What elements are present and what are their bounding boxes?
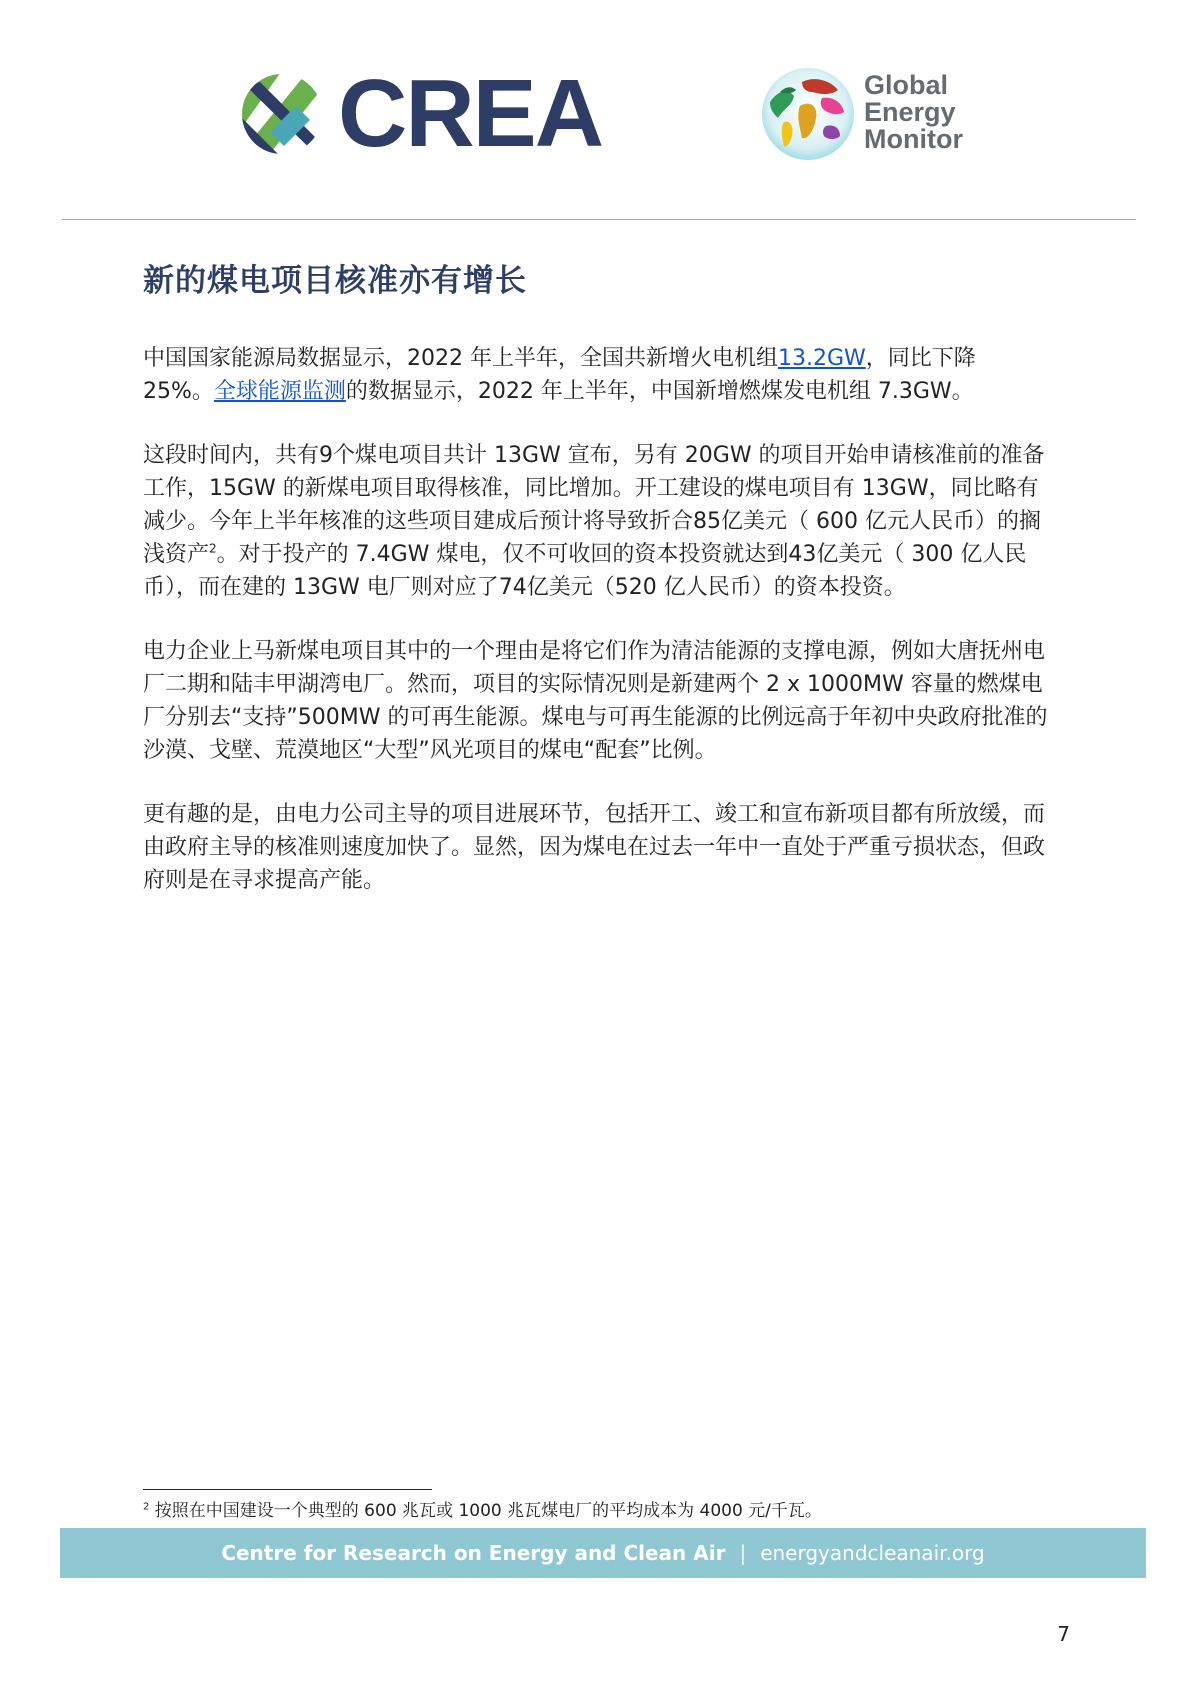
paragraph: 电力企业上马新煤电项目其中的一个理由是将它们作为清洁能源的支撑电源，例如大唐抚州电厂二期和陆丰甲湖湾电厂。然而，项目的实际情况则是新建两个 2 x 1000MW 容量的燃煤电厂分别去“支持”500MW 的可再生能源。煤电与可再生能源的比例远高于年初中央政府批准的沙漠、戈壁、荒漠地区“大型”风光项目的煤电“配套”比例。 [143,639,1048,763]
paragraph-text: ，同比下降 25%。 [143,346,976,404]
paragraph-text: 的数据显示，2022 年上半年，中国新增燃煤发电机组 7.3GW。 [345,379,974,404]
paragraph-text: 这段时间内，共有9个煤电项目共计 13GW 宣布，另有 20GW 的项目开始申请核准前的准备工作，15GW 的新煤电项目取得核准，同比增加。开工建设的煤电项目有 13GW，同比略有减少。今年上半年核准的这些项目建成后预计将导致折合85亿美元（ 600 亿元人民币）的搁浅资产 [143,443,1045,567]
paragraph-text: 。对于投产的 7.4GW 煤电，仅不可收回的资本投资就达到43亿美元（ 300 亿人民币），而在建的 13GW 电厂则对应了74亿美元（520 亿人民币）的资本投资。 [143,542,1027,600]
paragraph-text: 中国国家能源局数据显示，2022 年上半年，全国共新增火电机组 [143,346,778,371]
gem-wordmark-line: Monitor [864,124,963,154]
page-number: 7 [1057,1622,1070,1646]
paragraph: 更有趣的是，由电力公司主导的项目进展环节，包括开工、竣工和宣布新项目都有所放缓，而由政府主导的核准则速度加快了。显然，因为煤电在过去一年中一直处于严重亏损状态，但政府则是在寻求提高产能。 [143,802,1046,893]
footer-url[interactable]: energyandcleanair.org [760,1541,985,1565]
link-13-2gw[interactable]: 13.2GW [777,346,866,371]
paragraph [143,439,1053,604]
crea-logo [240,60,620,167]
footnote-text: 按照在中国建设一个典型的 600 兆瓦或 1000 兆瓦煤电厂的平均成本为 4000 元/千瓦。 [154,1501,822,1521]
crea-wordmark: CREA [338,60,603,167]
header-divider [62,219,1136,220]
footnote [143,1500,1103,1522]
paragraph [143,342,1053,408]
gem-wordmark [864,72,963,153]
footer-separator: | [739,1541,747,1565]
footer-org-name: Centre for Research on Energy and Clean Air [221,1541,726,1565]
footnote-number: 2 [143,1501,150,1513]
link-global-energy-monitor[interactable]: 全球能源监测 [213,379,346,404]
footnote-divider [143,1489,432,1490]
main-content [143,258,1053,928]
footnote-ref[interactable]: 2 [209,541,217,556]
gem-wordmark-line: Global [864,70,949,100]
crea-mark-icon [240,72,324,156]
footer-bar [60,1528,1146,1578]
gem-wordmark-line: Energy [864,97,956,127]
gem-logo [760,66,1000,166]
globe-icon [760,66,856,162]
section-title: 新的煤电项目核准亦有增长 [143,263,527,299]
